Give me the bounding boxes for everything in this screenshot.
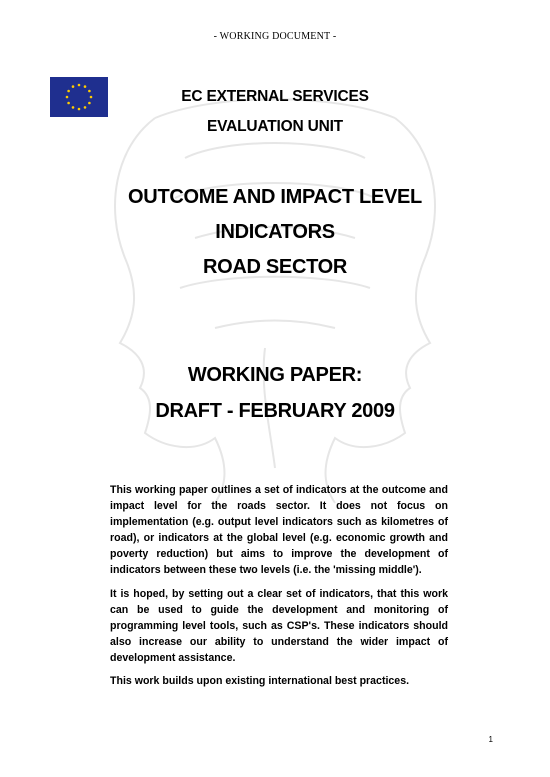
title-line3: ROAD SECTOR	[202, 256, 348, 278]
page-number: 1	[488, 735, 493, 744]
subtitle-line2: DRAFT - FEBRUARY 2009	[155, 400, 395, 422]
summary-paragraph: It is hoped, by setting out a clear set of indicators, that this work can be used to guide the development and monitoring of programming level tools, such as CSP's. These indicators should also increase our ability to understand the wider impact of development assistance.	[110, 587, 448, 664]
watermark-profiles-image	[95, 88, 455, 508]
summary-paragraph: This working paper outlines a set of indicators at the outcome and impact level for the roads sector. It does not focus on implementation (e.g. output level indicators such as kilometres of road), or indicators at the global level (e.g. economic growth and poverty reduction) but aims to improve the development of indicators between these two levels (i.e. the 'missing middle').	[110, 484, 448, 577]
title-line1: OUTCOME AND IMPACT LEVEL	[128, 186, 422, 208]
summary-text	[110, 482, 448, 696]
unit-name-line2: EVALUATION UNIT	[207, 118, 343, 135]
summary-paragraph: This work builds upon existing international best practices.	[110, 675, 410, 688]
title-line2: INDICATORS	[215, 221, 335, 243]
subtitle-line1: WORKING PAPER:	[187, 364, 363, 386]
working-document-header: - WORKING DOCUMENT -	[213, 31, 337, 42]
unit-name-line1: EC EXTERNAL SERVICES	[181, 88, 369, 105]
